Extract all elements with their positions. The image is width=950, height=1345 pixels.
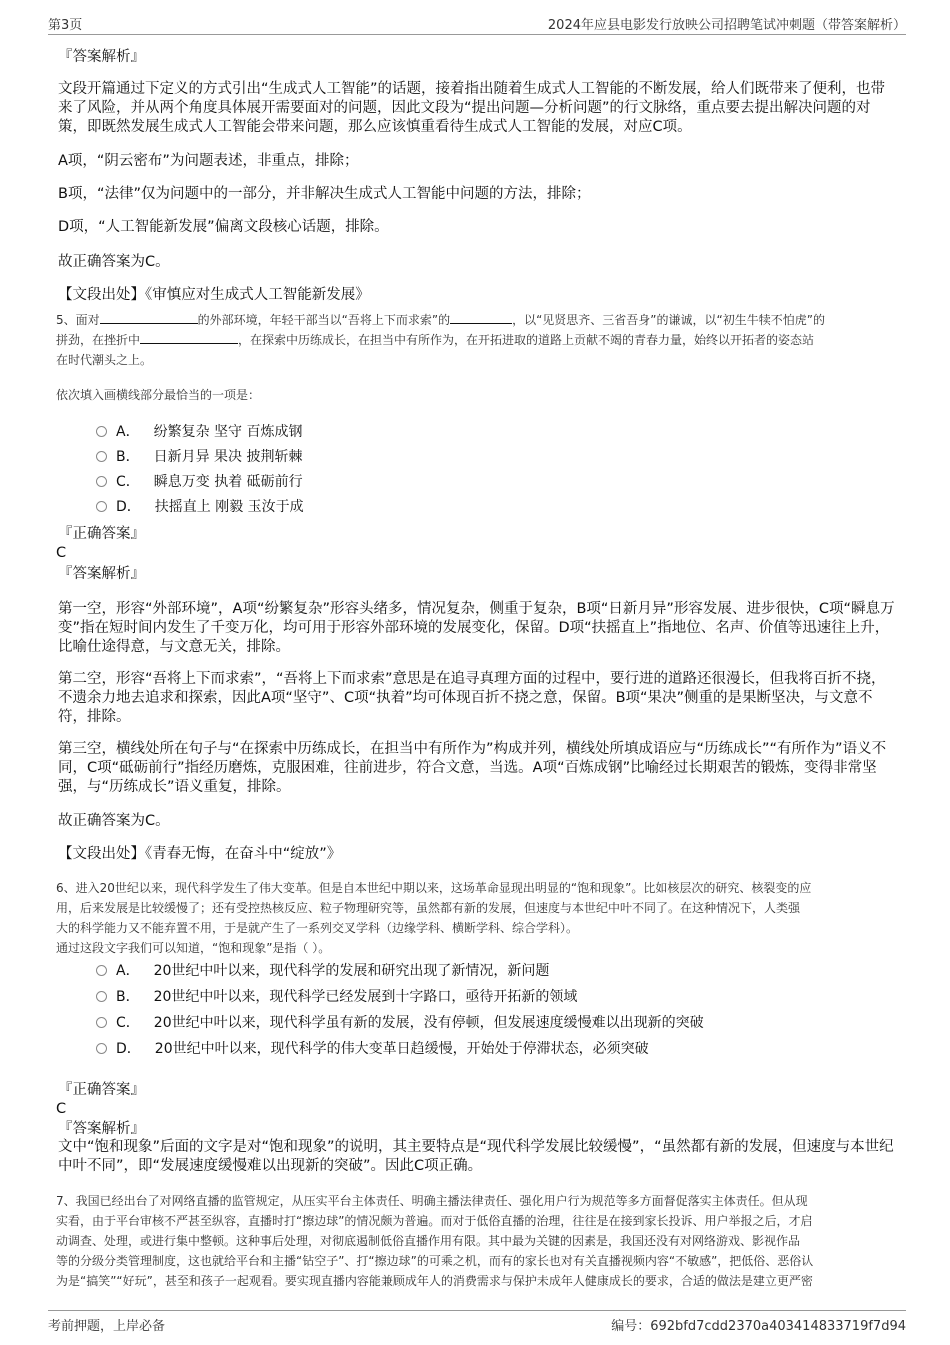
q5-stem-line3: 在时代潮头之上。 [56,353,153,367]
q6-stem-line2: 用，后来发展是比较缓慢了；还有受控热核反应、粒子物理研究等，虽然都有新的发展，但速度与本世纪中叶不同了。在这种情况下，人类强 [56,901,801,915]
q5-option-d[interactable] [96,497,304,517]
q4-source: 【文段出处】《审慎应对生成式人工智能新发展》 [58,287,370,303]
q5-analysis-para3: 第三空，横线处所在句子与“在探索中历练成长，在担当中有所作为”构成并列，横线处所填成语应与“历练成长”“有所作为”语义不同，C项“砥砺前行”指经历磨炼，克服困难，往前进步，符合文意，当选。A项“百炼成钢”比喻经过长期艰苦的锻炼，变得非常坚强，与“历练成长”语义重复，排除。 [58,741,887,795]
q4-line-b: B项，“法律”仅为问题中的一部分，并非解决生成式人工智能中问题的方法，排除； [58,186,591,202]
page-number: 第3页 [48,18,83,33]
q5-blank-1[interactable] [100,311,198,324]
option-text: 20世纪中叶以来，现代科学的伟大变革日趋缓慢，开始处于停滞状态，必须突破 [154,1041,649,1057]
q6-option-a[interactable] [96,961,549,981]
radio-icon[interactable] [96,426,107,437]
q5-stem-line2 [56,330,896,350]
radio-icon[interactable] [96,1043,107,1054]
q7-stem-line3: 动调查、处理，或进行集中整顿。这种事后处理，对彻底遏制低俗直播作用有限。其中最为关键的因素是，我国还没有对网络游戏、影视作品 [56,1234,801,1248]
option-text: 日新月异 果决 披荆斩棘 [153,449,303,465]
option-text: 瞬息万变 执着 砥砺前行 [153,474,303,490]
q5-option-a[interactable] [96,422,302,442]
q7-stem-line4: 等的分级分类管理制度，这也就给平台和主播“钻空子”、打“擦边球”的可乘之机，而有的家长也对有关直播视频内容“不敏感”，把低俗、恶俗认 [56,1254,814,1268]
option-letter: B． [116,989,140,1005]
q5-option-b[interactable] [96,447,303,467]
q5-answer-label: 『正确答案』 [58,526,145,542]
q4-line-d: D项，“人工智能新发展”偏离文段核心话题，排除。 [58,219,389,235]
q5-analysis-label: 『答案解析』 [58,566,145,582]
q5-stem-part: ，以“见贤思齐、三省吾身”的谦诚，以“初生牛犊不怕虎”的 [512,313,825,327]
document-id: 编号：692bfd7cdd2370a403414833719f7d94 [611,1319,906,1334]
option-letter: D． [116,499,141,515]
option-letter: C． [116,474,140,490]
document-title: 2024年应县电影发行放映公司招聘笔试冲刺题（带答案解析） [547,18,906,33]
q5-option-c[interactable] [96,472,303,492]
q4-line-a: A项，“阴云密布”为问题表述，非重点，排除； [58,153,359,169]
radio-icon[interactable] [96,965,107,976]
q6-analysis-label: 『答案解析』 [58,1121,145,1137]
q6-analysis: 文中“饱和现象”后面的文字是对“饱和现象”的说明，其主要特点是“现代科学发展比较缓慢”，“虽然都有新的发展，但速度与本世纪中叶不同”，即“发展速度缓慢难以出现新的突破”。因此C项正确。 [58,1139,894,1174]
q6-option-c[interactable] [96,1013,704,1033]
q5-stem-part: ，在探索中历练成长，在担当中有所作为，在开拓进取的道路上贡献不竭的青春力量，始终以开拓者的姿态站 [238,333,815,347]
option-text: 纷繁复杂 坚守 百炼成钢 [153,424,303,440]
q7-stem-line2: 实看，由于平台审核不严甚至纵容，直播时打“擦边球”的情况颇为普遍。而对于低俗直播的治理，往往是在接到家长投诉、用户举报之后，才启 [56,1214,813,1228]
footer-slogan: 考前押题，上岸必备 [48,1319,166,1334]
q4-conclusion: 故正确答案为C。 [58,254,170,270]
q4-analysis-label: 『答案解析』 [58,49,145,65]
q5-prompt: 依次填入画横线部分最恰当的一项是： [56,388,261,402]
q5-answer: C [56,545,67,561]
radio-icon[interactable] [96,1017,107,1028]
q5-stem-line1 [56,310,896,330]
option-letter: A． [116,424,140,440]
q6-option-d[interactable] [96,1039,649,1059]
option-letter: C． [116,1015,140,1031]
q5-stem-part: 的外部环境，年轻干部当以“吾将上下而求索”的 [197,313,451,327]
option-text: 扶摇直上 刚毅 玉汝于成 [154,499,304,515]
option-letter: A． [116,963,140,979]
q6-stem-line3: 大的科学能力又不能弃置不用，于是就产生了一系列交叉学科（边缘学科、横断学科、综合学科）。 [56,921,579,935]
radio-icon[interactable] [96,476,107,487]
q7-stem-line5: 为是“搞笑”“好玩”，甚至和孩子一起观看。要实现直播内容能兼顾成年人的消费需求与保护未成年人健康成长的要求，合适的做法是建立更严密 [56,1274,813,1288]
q5-source: 【文段出处】《青春无悔，在奋斗中“绽放”》 [58,846,342,862]
q5-conclusion: 故正确答案为C。 [58,813,170,829]
option-letter: B． [116,449,140,465]
q5-stem-part: 拼劲，在挫折中 [56,333,141,347]
q5-analysis-para1: 第一空，形容“外部环境”，A项“纷繁复杂”形容头绪多，情况复杂，侧重于复杂，B项“日新月异”形容发展、进步很快，C项“瞬息万变”指在短时间内发生了千变万化，均可用于形容外部环境的发展变化，保留。D项“扶摇直上”指地位、名声、价值等迅速往上升，比喻仕途得意，与文意无关，排除。 [58,601,895,655]
page-header [48,12,906,35]
radio-icon[interactable] [96,501,107,512]
option-text: 20世纪中叶以来，现代科学已经发展到十字路口，亟待开拓新的领域 [153,989,578,1005]
radio-icon[interactable] [96,991,107,1002]
q5-analysis-para2: 第二空，形容“吾将上下而求索”，“吾将上下而求索”意思是在追寻真理方面的过程中，要行进的道路还很漫长，但我将百折不挠，不遗余力地去追求和探索，因此A项“坚守”、C项“执着”均可体现百折不挠之意，保留。B项“果决”侧重的是果断坚决，与文意不符，排除。 [58,671,886,725]
q6-answer-label: 『正确答案』 [58,1082,145,1098]
q6-stem-line1: 6、进入20世纪以来，现代科学发生了伟大变革。但是自本世纪中期以来，这场革命显现出明显的“饱和现象”。比如核层次的研究、核裂变的应 [56,881,812,895]
q6-answer: C [56,1101,67,1117]
q5-blank-3[interactable] [140,331,238,344]
radio-icon[interactable] [96,451,107,462]
q5-stem-part: 5、面对 [56,313,100,327]
option-letter: D． [116,1041,141,1057]
q7-stem-line1: 7、我国已经出台了对网络直播的监管规定，从压实平台主体责任、明确主播法律责任、强化用户行为规范等多方面督促落实主体责任。但从现 [56,1194,808,1208]
option-text: 20世纪中叶以来，现代科学虽有新的发展，没有停顿，但发展速度缓慢难以出现新的突破 [153,1015,704,1031]
q5-blank-2[interactable] [450,311,512,324]
q6-stem-line4: 通过这段文字我们可以知道，“饱和现象”是指（ ）。 [56,941,331,955]
page-footer [48,1310,906,1335]
q4-analysis-para: 文段开篇通过下定义的方式引出“生成式人工智能”的话题，接着指出随着生成式人工智能的不断发展，给人们既带来了便利，也带来了风险，并从两个角度具体展开需要面对的问题，因此文段为“提出问题—分析问题”的行文脉络，重点要去提出解决问题的对策，即既然发展生成式人工智能会带来问题，那么应该慎重看待生成式人工智能的发展，对应C项。 [58,81,886,135]
option-text: 20世纪中叶以来，现代科学的发展和研究出现了新情况，新问题 [153,963,550,979]
q6-option-b[interactable] [96,987,577,1007]
